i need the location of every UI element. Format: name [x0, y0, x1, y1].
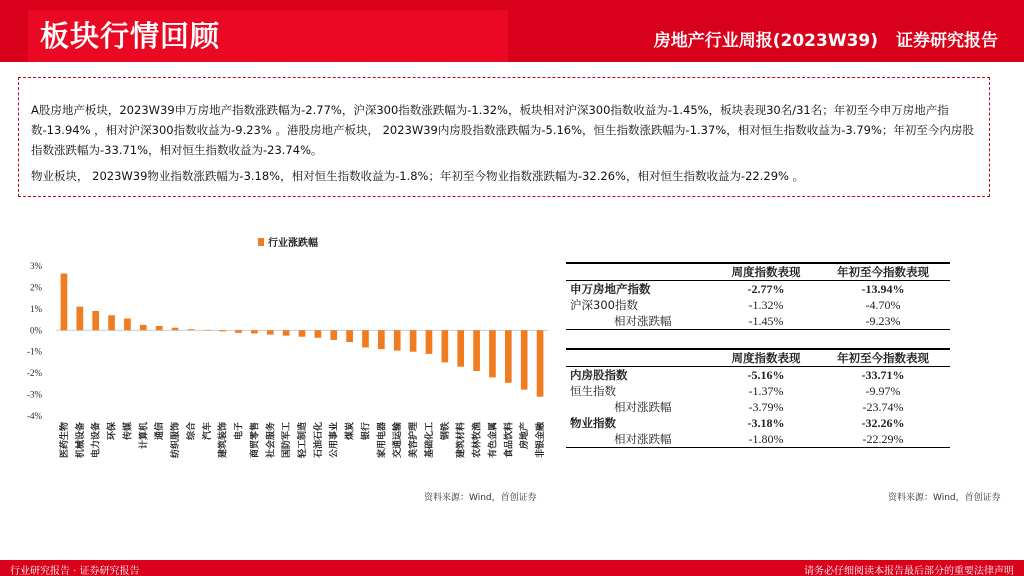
- x-tick-label: 有色金属: [488, 422, 499, 459]
- ytd-change: -9.23%: [865, 313, 901, 328]
- table2-header-cell: [566, 349, 716, 367]
- x-tick-label: 公用事业: [329, 422, 340, 459]
- x-tick-label: 建筑装饰: [218, 422, 229, 459]
- table1-header-cell: [566, 263, 716, 281]
- bar: [394, 330, 401, 350]
- bar: [410, 330, 417, 351]
- table-row: [566, 431, 950, 448]
- index-name: 申万房地产指数: [570, 282, 651, 296]
- index-name: 相对涨跌幅: [614, 432, 672, 446]
- table-row: [566, 313, 950, 330]
- x-tick-label: 综合: [186, 422, 197, 441]
- x-tick-label: 纺织服饰: [171, 422, 182, 459]
- bar: [537, 330, 544, 396]
- ytd-change: -4.70%: [865, 297, 901, 312]
- summary-paragraph-1: A股房地产板块，2023W39申万房地产指数涨跌幅为-2.77%，沪深300指数涨跌幅为-1.32%，板块相对沪深300指数收益为-1.45%，板块表现30名/31名；年初至今申万房地产指数-13.94% ，相对沪深300指数收益为-9.23% 。港股房地产板块， 2023W39内房股指数涨跌幅为-5.16%，恒生指数涨跌幅为-1.37%，相对恒生指数收益为-3.79%；年初至今内房股指数涨跌幅为-33.71%，相对恒生指数收益为-23.74%。: [31, 103, 974, 157]
- table1-header-cell: 周度指数表现: [731, 265, 801, 279]
- footer-disclaimer: 请务必仔细阅读本报告最后部分的重要法律声明: [804, 566, 1014, 576]
- table2-header-cell: 周度指数表现: [731, 351, 801, 365]
- x-tick-label: 轻工制造: [298, 422, 308, 459]
- report-name: 房地产行业周报(2023W39): [653, 31, 878, 51]
- hk-share-table: [566, 348, 950, 448]
- y-tick-label: 2%: [30, 282, 42, 293]
- x-tick-label: 汽车: [202, 422, 213, 441]
- x-tick-label: 农林牧渔: [472, 422, 483, 459]
- table-row: [566, 281, 950, 298]
- x-tick-label: 社会服务: [266, 422, 277, 459]
- table-source: 资料来源：Wind，首创证券: [888, 493, 1001, 503]
- footer-left-text: 行业研究报告 · 证券研究报告: [10, 566, 140, 576]
- legend-label: 行业涨跌幅: [268, 238, 318, 249]
- x-tick-label: 商贸零售: [250, 422, 261, 459]
- table-row: [566, 297, 950, 313]
- bar: [188, 329, 195, 330]
- x-tick-label: 建筑材料: [456, 422, 467, 459]
- bar: [251, 330, 258, 333]
- bar: [283, 330, 290, 335]
- table2-header-cell: 年初至今指数表现: [837, 351, 929, 365]
- x-tick-label: 电子: [234, 422, 245, 441]
- ytd-change: -33.71%: [861, 367, 905, 382]
- y-tick-label: 0%: [30, 325, 42, 336]
- bar: [315, 330, 322, 338]
- bar: [489, 330, 496, 377]
- bar: [426, 330, 433, 354]
- x-tick-label: 环保: [107, 422, 118, 441]
- index-name: 内房股指数: [570, 368, 628, 382]
- index-name: 相对涨跌幅: [614, 400, 672, 414]
- x-tick-label: 非银金融: [536, 422, 547, 459]
- x-tick-label: 传媒: [123, 422, 134, 441]
- table1-header-row: [566, 263, 950, 281]
- table1-header-cell: 年初至今指数表现: [837, 265, 929, 279]
- y-tick-label: -1%: [27, 346, 42, 357]
- y-tick-label: 3%: [30, 261, 42, 271]
- bar: [267, 330, 274, 334]
- x-tick-label: 美容护理: [409, 422, 420, 459]
- bar: [235, 330, 242, 333]
- index-name: 恒生指数: [570, 384, 616, 398]
- index-tables: [566, 262, 950, 448]
- table-row: [566, 415, 950, 431]
- bar: [203, 330, 210, 331]
- index-name: 沪深300指数: [570, 298, 638, 312]
- industry-change-chart: [20, 228, 560, 518]
- x-tick-label: 石油石化: [313, 422, 324, 459]
- table-row: [566, 383, 950, 399]
- x-tick-label: 通信: [155, 422, 166, 441]
- chart-source: 资料来源：Wind，首创证券: [424, 493, 537, 503]
- x-tick-label: 煤炭: [345, 422, 356, 441]
- table-row: [566, 367, 950, 384]
- bar: [92, 311, 99, 330]
- bar: [219, 330, 226, 331]
- bar: [299, 330, 306, 336]
- x-tick-label: 国防军工: [282, 422, 293, 459]
- ytd-change: -22.29%: [862, 431, 904, 446]
- ytd-change: -9.97%: [865, 383, 901, 398]
- index-name: 相对涨跌幅: [614, 314, 672, 328]
- report-type: 证券研究报告: [896, 31, 998, 51]
- bar: [457, 330, 464, 366]
- bar: [378, 330, 385, 349]
- weekly-change: -3.18%: [747, 415, 785, 430]
- ytd-change: -32.26%: [861, 415, 905, 430]
- bar-chart-svg: [20, 228, 560, 518]
- x-tick-label: 银行: [361, 422, 372, 441]
- bar: [505, 330, 512, 383]
- summary-box: [18, 77, 990, 197]
- bar: [346, 330, 353, 342]
- bar: [172, 328, 179, 331]
- bar: [61, 274, 68, 331]
- weekly-change: -1.37%: [748, 383, 784, 398]
- x-tick-label: 钢铁: [440, 422, 451, 441]
- bar: [156, 326, 163, 330]
- x-tick-label: 计算机: [139, 422, 150, 450]
- bar: [473, 330, 480, 371]
- x-tick-label: 食品饮料: [504, 422, 515, 459]
- table-row: [566, 399, 950, 415]
- x-tick-label: 医药生物: [59, 422, 70, 459]
- x-tick-label: 家用电器: [377, 422, 388, 459]
- weekly-change: -1.45%: [748, 313, 784, 328]
- bar: [140, 325, 147, 330]
- x-tick-label: 基础化工: [424, 422, 435, 459]
- ytd-change: -13.94%: [861, 281, 905, 296]
- x-tick-label: 交通运输: [393, 422, 404, 459]
- bar: [521, 330, 528, 389]
- x-tick-label: 机械设备: [75, 422, 86, 459]
- y-tick-label: -4%: [27, 411, 42, 421]
- bar: [108, 315, 115, 330]
- page-header: [0, 0, 1024, 62]
- bar: [362, 330, 369, 347]
- report-meta: [654, 26, 998, 51]
- x-tick-label: 电力设备: [91, 422, 102, 459]
- summary-paragraph-2: 物业板块， 2023W39物业指数涨跌幅为-3.18%，相对恒生指数收益为-1.8%；年初至今物业指数涨跌幅为-32.26%，相对恒生指数收益为-22.29% 。: [31, 169, 805, 183]
- weekly-change: -5.16%: [747, 367, 785, 382]
- weekly-change: -1.80%: [748, 431, 784, 446]
- weekly-change: -1.32%: [748, 297, 784, 312]
- weekly-change: -2.77%: [747, 281, 785, 296]
- a-share-table: [566, 262, 950, 330]
- y-tick-label: 1%: [30, 303, 42, 314]
- ytd-change: -23.74%: [862, 399, 904, 414]
- bar: [124, 319, 131, 331]
- legend-swatch: [258, 238, 264, 246]
- bar: [76, 307, 83, 331]
- y-tick-label: -2%: [27, 368, 42, 379]
- page-footer: [0, 560, 1024, 576]
- y-tick-label: -3%: [27, 389, 42, 400]
- index-name: 物业指数: [570, 416, 616, 430]
- page-title: 板块行情回顾: [40, 19, 221, 53]
- bar: [442, 330, 449, 362]
- x-tick-label: 房地产: [520, 422, 531, 450]
- bar: [330, 330, 337, 340]
- table2-header-row: [566, 349, 950, 367]
- weekly-change: -3.79%: [748, 399, 784, 414]
